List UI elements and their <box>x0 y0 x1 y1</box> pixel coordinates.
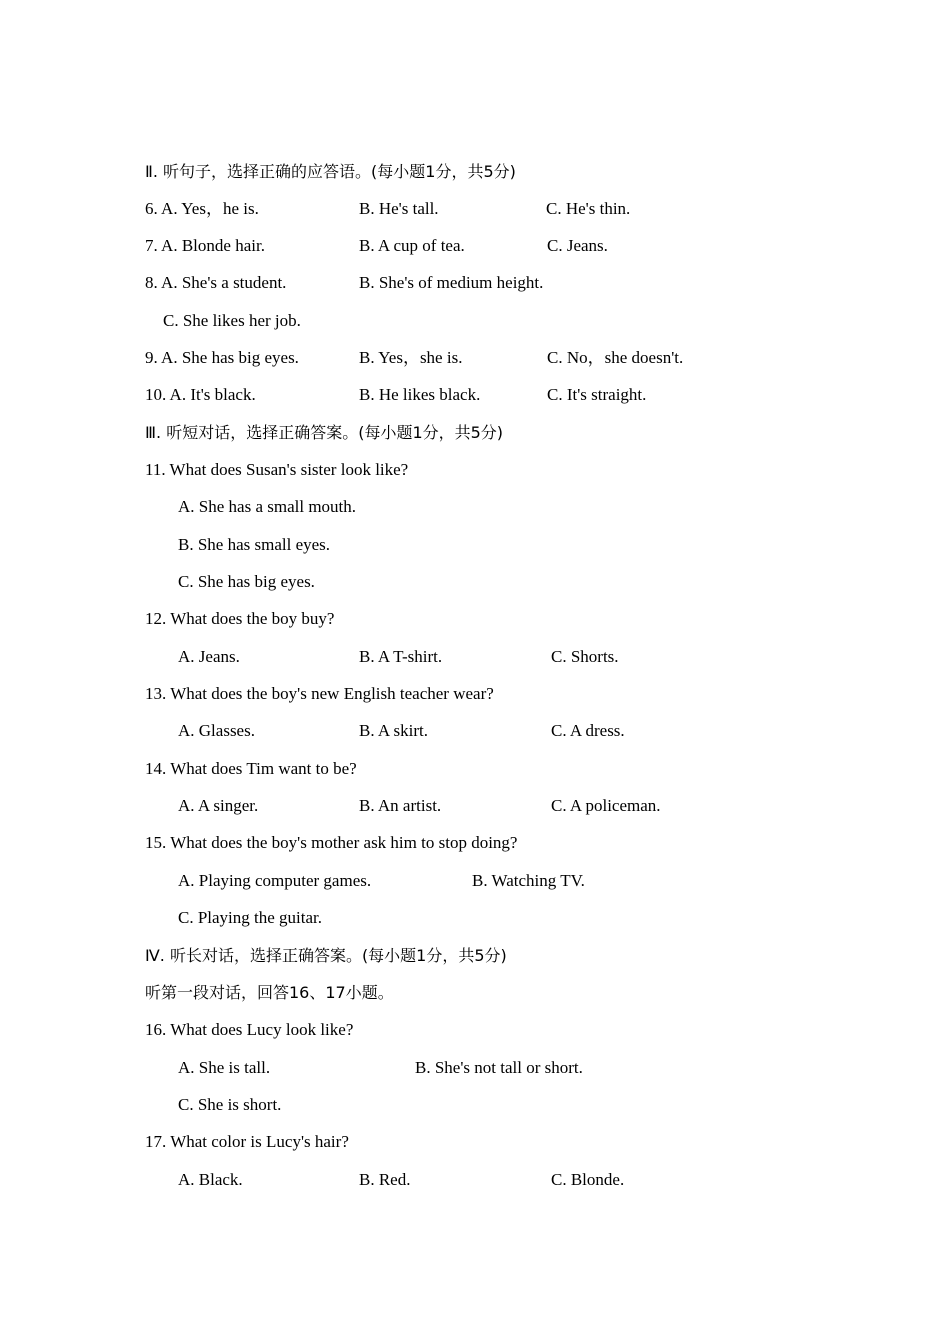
q12-option-c: C. Shorts. <box>551 647 619 666</box>
q10-option-a: 10. A. It's black. <box>145 385 256 404</box>
q17-question: 17. What color is Lucy's hair? <box>145 1132 349 1151</box>
q9-option-b: B. Yes，she is. <box>359 348 463 367</box>
q10-option-c: C. It's straight. <box>547 385 647 404</box>
q12-option-b: B. A T-shirt. <box>359 647 443 666</box>
q16-question: 16. What does Lucy look like? <box>145 1020 354 1039</box>
section-4-instruction: 听第一段对话，回答16、17小题。 <box>145 983 394 1002</box>
q15-option-c: C. Playing the guitar. <box>178 908 323 927</box>
q6-option-a: 6. A. Yes，he is. <box>145 199 259 218</box>
q17-option-c: C. Blonde. <box>551 1170 625 1189</box>
q7-option-c: C. Jeans. <box>547 236 608 255</box>
q15-option-a: A. Playing computer games. <box>178 871 372 890</box>
q13-option-c: C. A dress. <box>551 721 625 740</box>
q14-question: 14. What does Tim want to be? <box>145 759 357 778</box>
q13-option-a: A. Glasses. <box>178 721 255 740</box>
q7-option-a: 7. A. Blonde hair. <box>145 236 265 255</box>
q16-option-a: A. She is tall. <box>178 1058 271 1077</box>
q15-option-b: B. Watching TV. <box>472 871 585 890</box>
q6-option-b: B. He's tall. <box>359 199 439 218</box>
q9-option-c: C. No，she doesn't. <box>547 348 684 367</box>
q8-option-b: B. She's of medium height. <box>359 273 544 292</box>
section-4-heading: Ⅳ. 听长对话，选择正确答案。(每小题1分，共5分) <box>145 946 507 965</box>
q17-option-a: A. Black. <box>178 1170 243 1189</box>
q17-option-b: B. Red. <box>359 1170 411 1189</box>
q11-option-b: B. She has small eyes. <box>178 535 331 554</box>
q8-option-c: C. She likes her job. <box>163 311 301 330</box>
q7-option-b: B. A cup of tea. <box>359 236 465 255</box>
q14-option-c: C. A policeman. <box>551 796 661 815</box>
q11-question: 11. What does Susan's sister look like? <box>145 460 409 479</box>
q11-option-c: C. She has big eyes. <box>178 572 315 591</box>
q16-option-c: C. She is short. <box>178 1095 282 1114</box>
q14-option-b: B. An artist. <box>359 796 442 815</box>
section-2-heading: Ⅱ. 听句子，选择正确的应答语。(每小题1分，共5分) <box>145 162 516 181</box>
q9-option-a: 9. A. She has big eyes. <box>145 348 299 367</box>
q10-option-b: B. He likes black. <box>359 385 481 404</box>
section-3-heading: Ⅲ. 听短对话，选择正确答案。(每小题1分，共5分) <box>145 423 504 442</box>
q13-question: 13. What does the boy's new English teacher wear? <box>145 684 494 703</box>
q11-option-a: A. She has a small mouth. <box>178 497 357 516</box>
q12-question: 12. What does the boy buy? <box>145 609 335 628</box>
q14-option-a: A. A singer. <box>178 796 259 815</box>
q12-option-a: A. Jeans. <box>178 647 240 666</box>
q15-question: 15. What does the boy's mother ask him to stop doing? <box>145 833 518 852</box>
q8-option-a: 8. A. She's a student. <box>145 273 287 292</box>
q6-option-c: C. He's thin. <box>546 199 631 218</box>
q16-option-b: B. She's not tall or short. <box>415 1058 583 1077</box>
q13-option-b: B. A skirt. <box>359 721 428 740</box>
